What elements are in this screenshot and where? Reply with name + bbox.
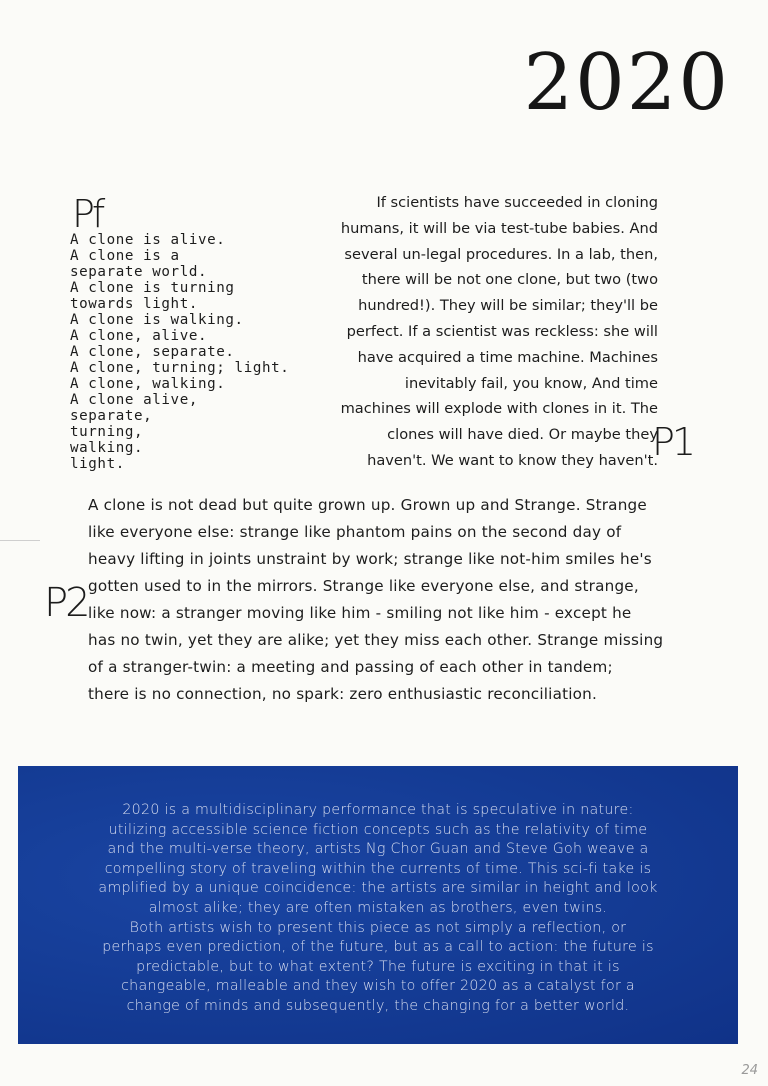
poem-line: walking. <box>70 440 144 456</box>
poem-line: A clone is turning <box>70 280 235 296</box>
p1-line: inevitably fail, you know, And time <box>404 374 658 392</box>
p1-line: hundred!). They will be similar; they'll be <box>358 297 658 315</box>
page-title: 2020 <box>523 38 730 128</box>
poem-line: light. <box>70 456 125 472</box>
description-line: Both artists wish to present this piece as not simply a reflection, or <box>129 919 627 936</box>
p1-line: clones will have died. Or maybe they <box>387 426 658 444</box>
description-line: almost alike; they are often mistaken as brothers, even twins. <box>148 899 608 916</box>
poem-line: A clone is a <box>70 248 180 264</box>
description-line: perhaps even prediction, of the future, but as a call to action: the future is <box>102 939 654 956</box>
p1-line: there will be not one clone, but two (two <box>361 271 658 289</box>
section-marker-pf: Pf <box>72 192 103 236</box>
scan-artifact-line <box>0 540 40 541</box>
description-text <box>18 801 738 1017</box>
description-line: utilizing accessible science fiction concepts such as the relativity of time <box>108 821 648 838</box>
p2-line: like now: a stranger moving like him - smiling not like him - except he <box>88 604 632 622</box>
poem-line: A clone, alive. <box>70 328 208 344</box>
p1-line: perfect. If a scientist was reckless: she will <box>346 322 658 340</box>
description-box <box>18 766 738 1044</box>
p1-line: have acquired a time machine. Machines <box>357 348 658 366</box>
poem-line: A clone is alive. <box>70 232 226 248</box>
section-marker-p1: P1 <box>652 420 694 464</box>
poem-line: A clone alive, <box>70 392 198 408</box>
poem-line: A clone, walking. <box>70 376 226 392</box>
poem-line: turning, <box>70 424 144 440</box>
description-line: and the multi-verse theory, artists Ng Chor Guan and Steve Goh weave a <box>107 841 649 858</box>
description-line: compelling story of traveling within the currents of time. This sci-fi take is <box>104 860 652 877</box>
description-line: changeable, malleable and they wish to offer 2020 as a catalyst for a <box>121 978 635 995</box>
paragraph-p2 <box>88 492 708 708</box>
poem-line: towards light. <box>70 296 198 312</box>
p1-line: haven't. We want to know they haven't. <box>367 451 658 469</box>
poem-line: A clone, turning; light. <box>70 360 290 376</box>
p2-line: A clone is not dead but quite grown up. Grown up and Strange. Strange <box>88 496 647 514</box>
description-line: predictable, but to what extent? The future is exciting in that it is <box>136 958 620 975</box>
p2-line: has no twin, yet they are alike; yet they miss each other. Strange missing <box>88 631 664 649</box>
p1-line: humans, it will be via test-tube babies. And <box>340 219 658 237</box>
p2-line: like everyone else: strange like phantom pains on the second day of <box>88 523 622 541</box>
page-number: 24 <box>741 1063 758 1078</box>
p2-line: of a stranger-twin: a meeting and passing of each other in tandem; <box>88 658 613 676</box>
p1-line: If scientists have succeeded in cloning <box>376 194 658 211</box>
p1-line: machines will explode with clones in it. The <box>340 400 658 418</box>
section-marker-p2: P2 <box>44 580 88 626</box>
p2-line: gotten used to in the mirrors. Strange like everyone else, and strange, <box>88 577 639 595</box>
description-line: change of minds and subsequently, the changing for a better world. <box>126 997 630 1014</box>
p2-line: there is no connection, no spark: zero enthusiastic reconciliation. <box>88 685 598 703</box>
poem-line: separate world. <box>70 264 208 280</box>
paragraph-p1 <box>292 190 658 474</box>
p1-line: several un-legal procedures. In a lab, then, <box>344 245 658 263</box>
p2-line: heavy lifting in joints unstraint by work; strange like not-him smiles he's <box>88 550 652 568</box>
poem-line: separate, <box>70 408 153 424</box>
poem-line: A clone is walking. <box>70 312 244 328</box>
description-line: amplified by a unique coincidence: the artists are similar in height and look <box>98 880 658 897</box>
poem-line: A clone, separate. <box>70 344 235 360</box>
description-line: 2020 is a multidisciplinary performance that is speculative in nature: <box>122 802 634 818</box>
pf-poem <box>70 232 290 472</box>
